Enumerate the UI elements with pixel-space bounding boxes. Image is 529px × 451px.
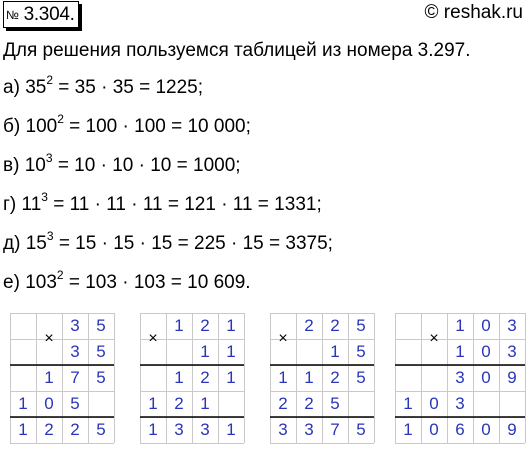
column-multiplication-121x11 [140,313,244,443]
digit-cell: 1 [18,394,28,413]
multiply-sign: × [278,330,288,347]
digit-cell: 5 [356,342,366,361]
power-base: 103 [25,272,57,293]
digit-cell: 2 [304,316,314,335]
digit-cell: 1 [200,342,210,361]
column-multiplication-35x35 [10,313,114,443]
column-multiplication-225x15 [270,313,374,443]
power-base: 15 [25,233,47,254]
digit-cell: 2 [44,420,54,439]
digit-cell: 5 [356,316,366,335]
power-exponent: 3 [41,190,48,204]
item-label: а) [3,77,20,98]
digit-cell: 3 [70,316,80,335]
power-exponent: 2 [46,73,54,87]
digit-cell: 5 [96,342,106,361]
digit-cell: 1 [200,394,210,413]
calculation: = 100 · 100 = 10 000; [69,116,251,137]
digit-cell: 1 [174,316,184,335]
digit-cell: 1 [226,316,236,335]
digit-cell: 1 [174,368,184,387]
digit-cell: 3 [507,316,517,335]
digit-cell: 1 [18,420,28,439]
digit-cell: 2 [278,394,288,413]
digit-cell: 0 [481,316,491,335]
digit-cell: 7 [330,420,340,439]
multiply-sign: × [429,330,439,347]
digit-cell: 1 [403,394,413,413]
digit-cell: 2 [330,368,340,387]
digit-cell: 1 [44,368,54,387]
digit-cell: 0 [429,420,439,439]
power-base: 100 [25,116,58,137]
solution-line [3,229,333,255]
problem-number [3,1,79,28]
solution-line [3,73,204,99]
digit-cell: 1 [455,316,465,335]
power-exponent: 2 [57,112,64,126]
digit-cell: 3 [278,420,288,439]
number-prefix: № [6,8,19,22]
digit-cell: 2 [70,420,80,439]
digit-cell: 0 [481,368,491,387]
calculation: = 10 · 10 · 10 = 1000; [57,155,241,176]
calculation: = 103 · 103 = 10 609. [68,272,251,293]
digit-cell: 1 [455,342,465,361]
digit-cell: 5 [96,420,106,439]
solution-line [3,268,251,294]
digit-cell: 5 [356,368,366,387]
digit-cell: 1 [226,342,236,361]
digit-cell: 5 [96,316,106,335]
digit-cell: 6 [455,420,465,439]
calculation: = 11 · 11 · 11 = 121 · 11 = 1331; [53,194,322,215]
digit-cell: 5 [330,394,340,413]
digit-cell: 3 [174,420,184,439]
digit-cell: 3 [304,420,314,439]
power-base: 10 [24,155,46,176]
digit-cell: 2 [200,316,210,335]
digit-cell: 5 [96,368,106,387]
multiply-sign: × [44,330,54,347]
solution-line [3,112,251,138]
digit-cell: 1 [148,420,158,439]
digit-cell: 9 [507,368,517,387]
column-multiplication-103x103 [395,313,525,443]
calculation: = 35 · 35 = 1225; [58,77,204,98]
power-exponent: 3 [45,151,53,165]
digit-cell: 5 [356,420,366,439]
power-base: 11 [21,194,42,215]
digit-cell: 1 [330,342,340,361]
digit-cell: 0 [429,394,439,413]
digit-cell: 0 [481,420,491,439]
digit-cell: 3 [455,394,465,413]
digit-cell: 1 [278,368,288,387]
digit-cell: 3 [507,342,517,361]
digit-cell: 5 [70,394,80,413]
digit-cell: 1 [403,420,413,439]
digit-cell: 3 [70,342,80,361]
digit-cell: 3 [200,420,210,439]
item-label: в) [3,155,20,176]
digit-cell: 0 [481,342,491,361]
item-label: б) [3,116,21,137]
intro-text: Для решения пользуемся таблицей из номера 3.297. [3,40,471,61]
number-value: 3.304. [23,4,75,25]
digit-cell: 1 [304,368,314,387]
digit-cell: 1 [148,394,158,413]
item-label: г) [3,194,17,215]
digit-cell: 0 [44,394,54,413]
digit-cell: 2 [330,316,340,335]
power-base: 35 [25,77,47,98]
calculation: = 15 · 15 · 15 = 225 · 15 = 3375; [58,233,333,254]
digit-cell: 2 [304,394,314,413]
digit-cell: 9 [507,420,517,439]
digit-cell: 2 [200,368,210,387]
watermark: © reshak.ru [424,2,523,23]
item-label: д) [3,233,21,254]
digit-cell: 3 [455,368,465,387]
digit-cell: 1 [226,368,236,387]
power-exponent: 2 [56,268,64,282]
power-exponent: 3 [46,229,54,243]
solution-line [3,151,241,177]
solution-line [3,190,322,216]
item-label: е) [3,272,20,293]
digit-cell: 7 [70,368,80,387]
multiply-sign: × [148,330,158,347]
digit-cell: 2 [174,394,184,413]
digit-cell: 1 [226,420,236,439]
